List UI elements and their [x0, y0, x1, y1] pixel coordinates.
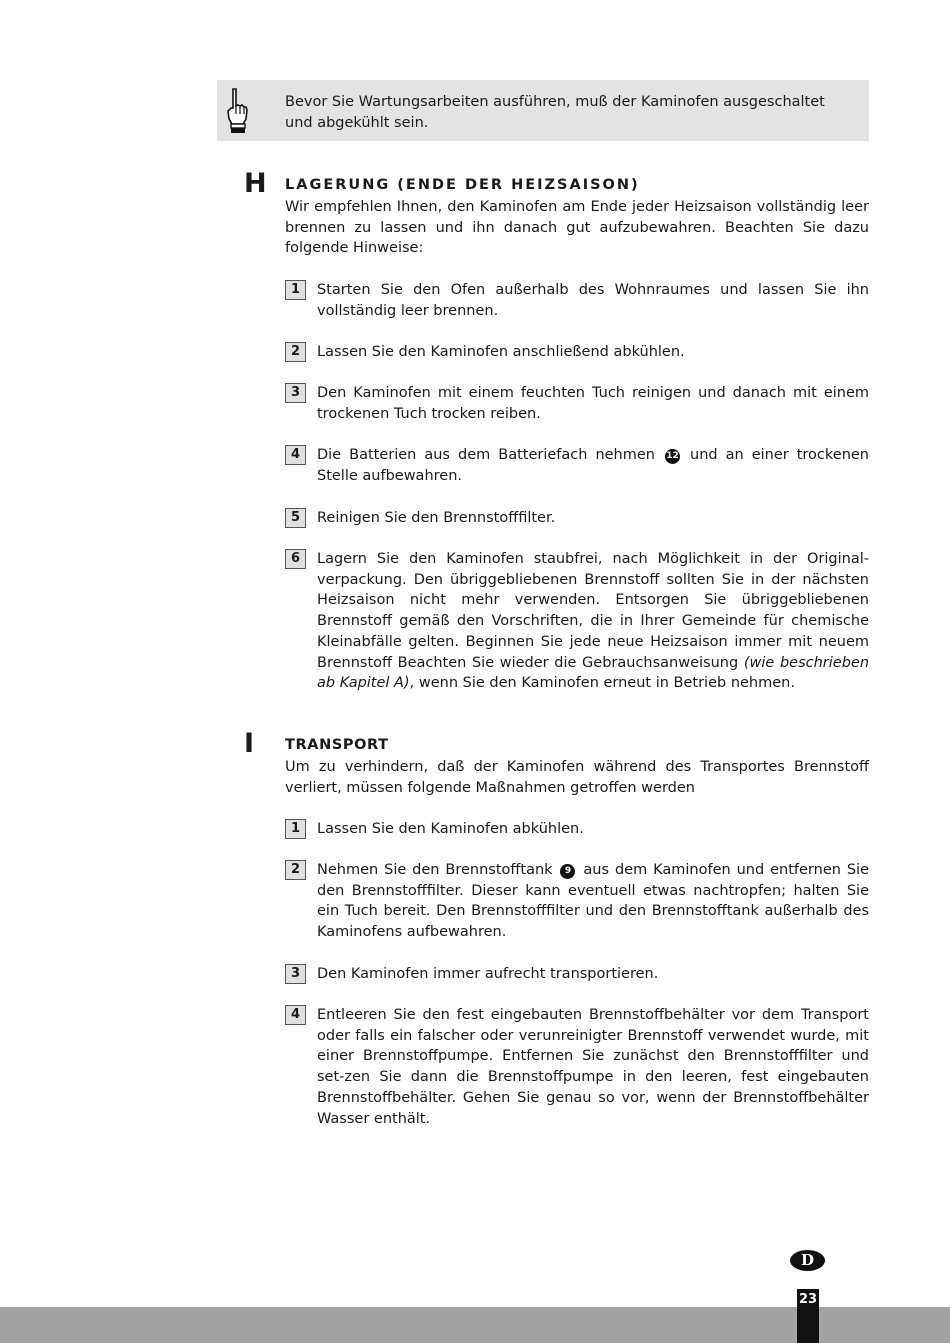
item-text: Lassen Sie den Kaminofen anschließend abkühlen.	[317, 344, 685, 360]
item-text: Starten Sie den Ofen außerhalb des Wohnraumes und lassen Sie ihn vollständig leer brennen.	[317, 282, 869, 319]
item-text: Den Kaminofen mit einem feuchten Tuch reinigen und danach mit einem trockenen Tuch trocken reiben.	[317, 385, 869, 422]
item-number: 2	[285, 342, 306, 362]
reference-number: 12	[665, 449, 680, 464]
item-number: 2	[285, 860, 306, 880]
section-intro-i: Um zu verhindern, daß der Kaminofen während des Transportes Brennstoff verliert, müssen folgende Maßnahmen getroffen werden	[285, 759, 869, 796]
item-text-part: aus dem Kaminofen und entfernen Sie den Brennstofffilter. Dieser kann eventuell etwas nachtropfen; halten Sie ein Tuch bereit. Den Brennstofffilter und den Brennstofftank außerhalb des Kaminofens aufbewahren.	[317, 862, 870, 941]
section-letter-i: I	[244, 728, 255, 759]
item-text-part: und an einer trockenen Stelle aufbewahren.	[317, 447, 869, 484]
item-text-part: Die Batterien aus dem Batteriefach nehmen	[317, 447, 655, 463]
item-text-part: Lagern Sie den Kaminofen staubfrei, nach Möglichkeit in der Original-verpackung. Den übriggebliebenen Brennstoff sollten Sie in der nächsten Heizsaison nicht mehr verwenden. Entsorgen Sie übriggebliebenen Brennstoff gemäß den Vorschriften, die in Ihrer Gemeinde für chemische Kleinabfälle gelten. Beginnen Sie jede neue Heizsaison immer mit neuem Brennstoff Beachten Sie wieder die Gebrauchsanweisung	[317, 551, 869, 671]
note-text: Bevor Sie Wartungsarbeiten ausführen, muß der Kaminofen ausgeschaltet und abgekühlt sein.	[285, 94, 825, 131]
warning-note	[217, 80, 869, 141]
item-number: 4	[285, 445, 306, 465]
item-text	[317, 445, 869, 486]
language-badge: D	[790, 1250, 825, 1271]
section-title-h: LAGERUNG (ENDE DER HEIZSAISON)	[285, 177, 640, 193]
reference-number: 9	[560, 864, 575, 879]
item-text: Den Kaminofen immer aufrecht transportieren.	[317, 966, 659, 982]
section-intro-h: Wir empfehlen Ihnen, den Kaminofen am Ende jeder Heizsaison vollständig leer brennen zu lassen und ihn danach gut aufzubewahren. Beachten Sie dazu folgende Hinweise:	[285, 199, 869, 257]
item-text	[317, 549, 869, 694]
item-text: Entleeren Sie den fest eingebauten Brennstoffbehälter vor dem Transport oder falls ein falscher oder verunreinigter Brennstoff verwendet wurde, mit einer Brennstoffpumpe. Entfernen Sie zunächst den Brennstofffilter und set-zen Sie dann die Brennstoffpumpe in den leeren, fest eingebauten Brennstoffbehälter. Gehen Sie genau so vor, wenn der Brennstoffbehälter Wasser enthält.	[317, 1007, 869, 1127]
item-number: 3	[285, 383, 306, 403]
item-text-part: , wenn Sie den Kaminofen erneut in Betrieb nehmen.	[409, 675, 795, 692]
item-number: 5	[285, 508, 306, 528]
item-text: Reinigen Sie den Brennstofffilter.	[317, 510, 556, 526]
item-number: 1	[285, 280, 306, 300]
item-number: 1	[285, 819, 306, 839]
item-text-italic: (wie beschrieben ab Kapitel A)	[317, 654, 870, 692]
section-letter-h: H	[244, 168, 267, 199]
page-number: 23	[797, 1289, 819, 1343]
item-number: 6	[285, 549, 306, 569]
item-text: Lassen Sie den Kaminofen abkühlen.	[317, 821, 584, 837]
section-title-i: TRANSPORT	[285, 737, 389, 753]
item-number: 4	[285, 1005, 306, 1025]
item-number: 3	[285, 964, 306, 984]
pointing-hand-icon	[223, 86, 251, 136]
item-text	[317, 860, 869, 943]
item-text-part: Nehmen Sie den Brennstofftank	[317, 862, 553, 878]
